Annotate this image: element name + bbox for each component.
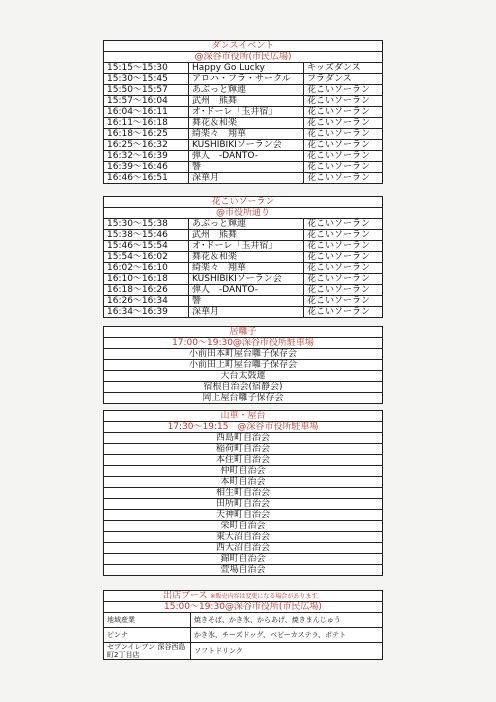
time-cell: 15:57～16:04 — [104, 96, 189, 107]
dance-title: ダンスイベント — [104, 41, 383, 52]
time-cell: 15:46～15:54 — [104, 241, 189, 252]
performer-cell: 綺楽々 翔華 — [189, 263, 304, 274]
booth-title-cell — [104, 591, 383, 602]
group-cell: 岡上屋台囃子保存会 — [104, 393, 383, 404]
ibayashi-location: 17:00～19:30@深谷市役所駐車場 — [104, 338, 383, 349]
time-cell: 15:50～15:57 — [104, 85, 189, 96]
genre-cell: 花こいソーラン — [304, 252, 383, 263]
time-cell: 16:46～16:51 — [104, 173, 189, 184]
dashi-location: 17:30～19:15 @深谷市役所駐車場 — [104, 422, 383, 433]
table-row — [104, 499, 383, 510]
genre-cell: 花こいソーラン — [304, 263, 383, 274]
table-row — [104, 466, 383, 477]
vendor-cell: 地域産業 — [104, 613, 191, 628]
table-row — [104, 96, 383, 107]
genre-cell: 花こいソーラン — [304, 140, 383, 151]
performer-cell: 響 — [189, 296, 304, 307]
group-cell: 栄町自治会 — [104, 521, 383, 532]
table-row — [104, 477, 383, 488]
table-row — [104, 613, 383, 628]
table-row — [104, 307, 383, 318]
performer-cell: 響 — [189, 162, 304, 173]
genre-cell: 花こいソーラン — [304, 219, 383, 230]
time-cell: 15:30～15:38 — [104, 219, 189, 230]
hanakoi-schedule-table — [103, 196, 383, 318]
performer-cell: 弾人 -DANTO- — [189, 151, 304, 162]
table-row — [104, 296, 383, 307]
table-row — [104, 554, 383, 565]
items-cell: ソフトドリンク — [191, 643, 383, 660]
table-row — [104, 129, 383, 140]
dashi-table — [103, 410, 383, 576]
table-row — [104, 252, 383, 263]
group-cell: 本住町自治会 — [104, 455, 383, 466]
performer-cell: 舞花＆和楽 — [189, 118, 304, 129]
booth-title: 出店ブース — [163, 590, 208, 601]
table-row — [104, 455, 383, 466]
group-cell: 宿根自治会(宿静会) — [104, 382, 383, 393]
performer-cell: 武州 熊舞 — [189, 230, 304, 241]
table-row — [104, 63, 383, 74]
vendor-cell: セブンイレブン 深谷西島町2丁目店 — [104, 643, 191, 660]
dance-location: @深谷市役所(市民広場) — [104, 52, 383, 63]
time-cell: 16:04～16:11 — [104, 107, 189, 118]
table-row — [104, 263, 383, 274]
items-cell: かき氷、チーズドッグ、ベビーカステラ、ポテト — [191, 628, 383, 643]
time-cell: 16:18～16:25 — [104, 129, 189, 140]
booth-note: ※販売内容は変更になる場合があります。 — [210, 592, 323, 600]
time-cell: 16:02～16:10 — [104, 263, 189, 274]
genre-cell: キッズダンス — [304, 63, 383, 74]
table-row — [104, 521, 383, 532]
genre-cell: 花こいソーラン — [304, 241, 383, 252]
time-cell: 16:25～16:32 — [104, 140, 189, 151]
booth-location: 15:00～19:30@深谷市役所(市民広場) — [104, 602, 383, 613]
table-row — [104, 151, 383, 162]
group-cell: 相生町自治会 — [104, 488, 383, 499]
time-cell: 16:26～16:34 — [104, 296, 189, 307]
group-cell: 仲町自治会 — [104, 466, 383, 477]
table-row — [104, 241, 383, 252]
table-row — [104, 140, 383, 151]
genre-cell: 花こいソーラン — [304, 274, 383, 285]
group-cell: 西島町自治会 — [104, 433, 383, 444]
time-cell: 15:15～15:30 — [104, 63, 189, 74]
performer-cell: 舞花＆和楽 — [189, 252, 304, 263]
table-row — [104, 433, 383, 444]
genre-cell: 花こいソーラン — [304, 118, 383, 129]
performer-cell: あぶっと輝連 — [189, 219, 304, 230]
ibayashi-title: 居囃子 — [104, 327, 383, 338]
dashi-title: 山車・屋台 — [104, 411, 383, 422]
performer-cell: オ･ドーレ「玉井宿」 — [189, 107, 304, 118]
performer-cell: KUSHIBIKIソーラン会 — [189, 274, 304, 285]
performer-cell: KUSHIBIKIソーラン会 — [189, 140, 304, 151]
table-row — [104, 285, 383, 296]
table-row — [104, 274, 383, 285]
group-cell: 大台太鼓連 — [104, 371, 383, 382]
performer-cell: アロハ・フラ・サークル — [189, 74, 304, 85]
table-row — [104, 488, 383, 499]
genre-cell: フラダンス — [304, 74, 383, 85]
ibayashi-table — [103, 326, 383, 404]
table-row — [104, 382, 383, 393]
table-row — [104, 74, 383, 85]
genre-cell: 花こいソーラン — [304, 151, 383, 162]
time-cell: 15:54～16:02 — [104, 252, 189, 263]
group-cell: 西大沼自治会 — [104, 543, 383, 554]
dance-schedule-table — [103, 40, 383, 184]
table-row — [104, 444, 383, 455]
group-cell: 錦町自治会 — [104, 554, 383, 565]
items-cell: 焼きそば、かき氷、からあげ、焼きまんじゅう — [191, 613, 383, 628]
time-cell: 16:34～16:39 — [104, 307, 189, 318]
table-row — [104, 543, 383, 554]
time-cell: 16:32～16:39 — [104, 151, 189, 162]
performer-cell: 武州 熊舞 — [189, 96, 304, 107]
booth-table — [103, 590, 383, 660]
table-row — [104, 628, 383, 643]
table-row — [104, 230, 383, 241]
genre-cell: 花こいソーラン — [304, 162, 383, 173]
hanakoi-title: 花こいソーラン — [104, 197, 383, 208]
group-cell: 田所町自治会 — [104, 499, 383, 510]
performer-cell: 深華月 — [189, 173, 304, 184]
table-row — [104, 360, 383, 371]
group-cell: 小前田本町屋台囃子保存会 — [104, 349, 383, 360]
table-row — [104, 107, 383, 118]
group-cell: 稲荷町自治会 — [104, 444, 383, 455]
group-cell: 萱場自治会 — [104, 565, 383, 576]
group-cell: 天神町自治会 — [104, 510, 383, 521]
vendor-cell: ピンナ — [104, 628, 191, 643]
table-row — [104, 349, 383, 360]
group-cell: 東大沼自治会 — [104, 532, 383, 543]
table-row — [104, 532, 383, 543]
genre-cell: 花こいソーラン — [304, 129, 383, 140]
genre-cell: 花こいソーラン — [304, 296, 383, 307]
performer-cell: あぶっと輝連 — [189, 85, 304, 96]
table-row — [104, 565, 383, 576]
time-cell: 16:39～16:46 — [104, 162, 189, 173]
group-cell: 本町自治会 — [104, 477, 383, 488]
genre-cell: 花こいソーラン — [304, 173, 383, 184]
time-cell: 16:10～16:18 — [104, 274, 189, 285]
table-row — [104, 371, 383, 382]
performer-cell: Happy Go Lucky — [189, 63, 304, 74]
performer-cell: オ･ドーレ「玉井宿」 — [189, 241, 304, 252]
genre-cell: 花こいソーラン — [304, 307, 383, 318]
table-row — [104, 118, 383, 129]
group-cell: 小前田上町屋台囃子保存会 — [104, 360, 383, 371]
genre-cell: 花こいソーラン — [304, 230, 383, 241]
table-row — [104, 510, 383, 521]
performer-cell: 深華月 — [189, 307, 304, 318]
time-cell: 15:38～15:46 — [104, 230, 189, 241]
table-row — [104, 173, 383, 184]
table-row — [104, 219, 383, 230]
genre-cell: 花こいソーラン — [304, 107, 383, 118]
table-row — [104, 85, 383, 96]
hanakoi-location: @市役所通り — [104, 208, 383, 219]
genre-cell: 花こいソーラン — [304, 285, 383, 296]
time-cell: 15:30～15:45 — [104, 74, 189, 85]
table-row — [104, 393, 383, 404]
performer-cell: 弾人 -DANTO- — [189, 285, 304, 296]
performer-cell: 綺楽々 翔華 — [189, 129, 304, 140]
genre-cell: 花こいソーラン — [304, 96, 383, 107]
genre-cell: 花こいソーラン — [304, 85, 383, 96]
time-cell: 16:11～16:18 — [104, 118, 189, 129]
table-row — [104, 162, 383, 173]
time-cell: 16:18～16:26 — [104, 285, 189, 296]
table-row — [104, 643, 383, 660]
